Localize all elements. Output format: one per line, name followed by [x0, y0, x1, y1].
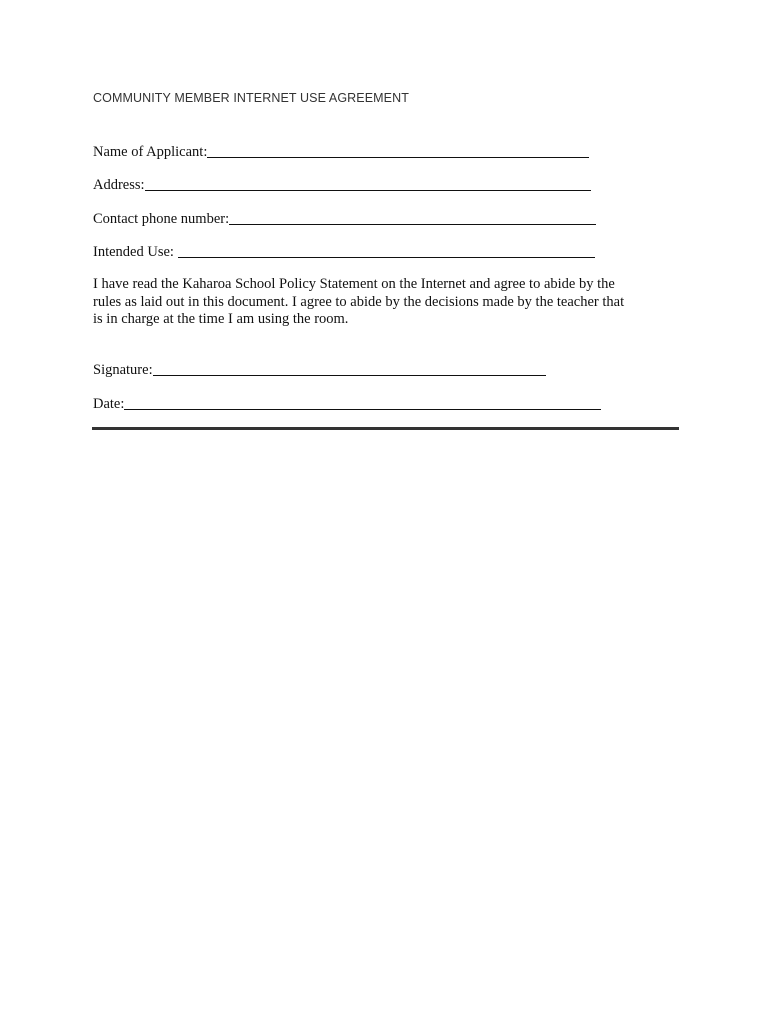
contact-phone-label: Contact phone number: [93, 211, 230, 227]
intended-use-label: Intended Use: [93, 244, 178, 260]
date-field [93, 394, 601, 412]
signature-label: Signature: [93, 362, 153, 378]
address-label: Address: [93, 177, 145, 193]
statement-line: rules as laid out in this document. I agree to abide by the decisions made by the teacher that [93, 293, 625, 310]
name-of-applicant-field [93, 142, 589, 160]
document-title: COMMUNITY MEMBER INTERNET USE AGREEMENT [93, 91, 409, 105]
address-blank[interactable] [145, 190, 591, 191]
date-label: Date: [93, 396, 125, 412]
date-blank[interactable] [124, 409, 601, 410]
name-of-applicant-label: Name of Applicant: [93, 144, 208, 160]
statement-line: I have read the Kaharoa School Policy Statement on the Internet and agree to abide by the [93, 276, 615, 292]
contact-phone-field [93, 209, 596, 227]
statement-line: is in charge at the time I am using the room. [93, 311, 349, 327]
signature-field [93, 360, 546, 378]
signature-blank[interactable] [153, 375, 546, 376]
bottom-divider [92, 427, 679, 430]
contact-phone-blank[interactable] [229, 224, 596, 225]
agreement-statement [93, 276, 673, 329]
name-of-applicant-blank[interactable] [207, 157, 589, 158]
intended-use-blank[interactable] [178, 257, 595, 258]
intended-use-field [93, 242, 595, 260]
address-field [93, 175, 591, 193]
